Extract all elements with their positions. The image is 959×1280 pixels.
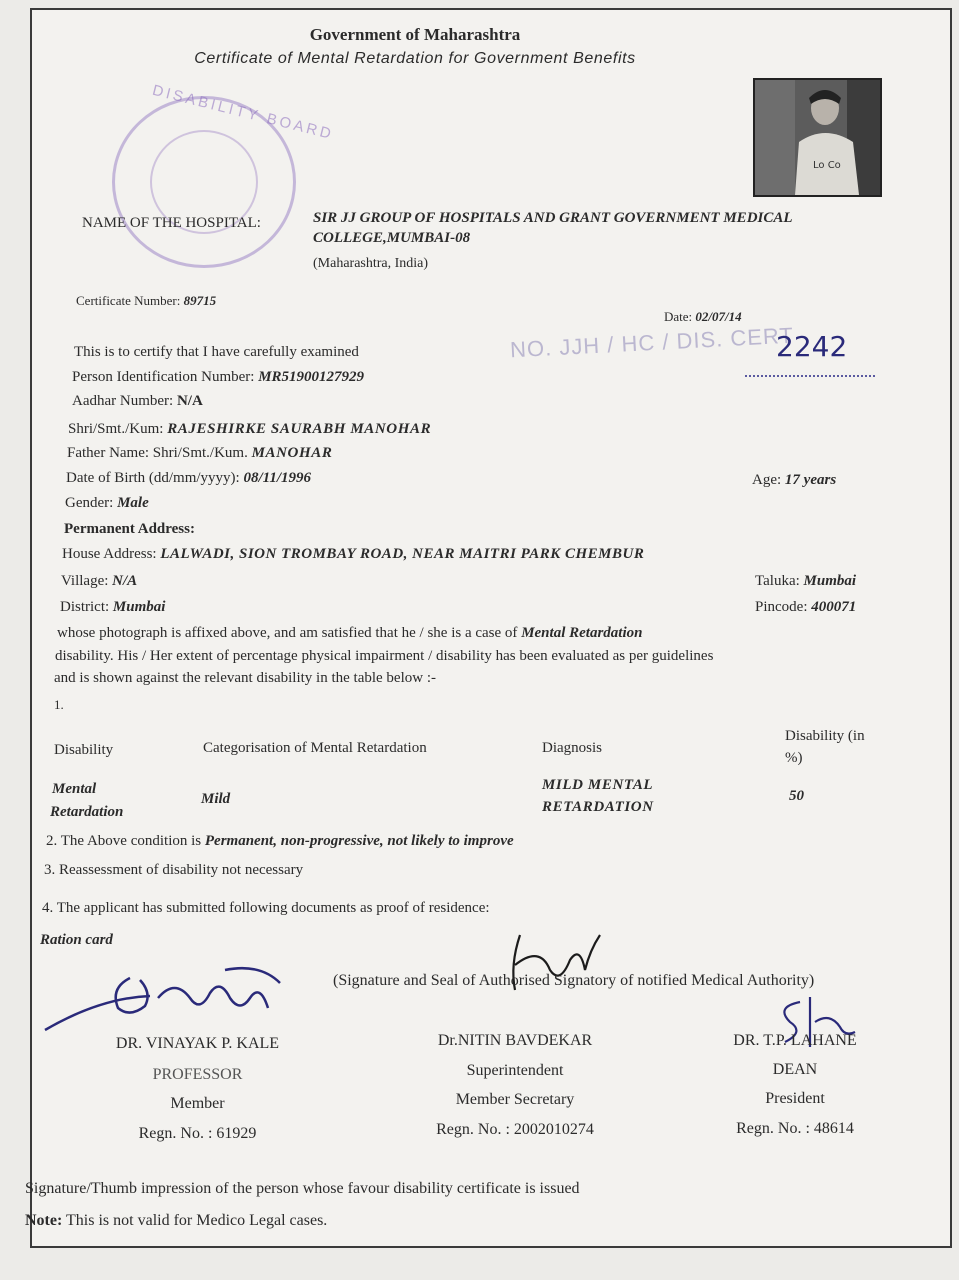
taluka-field [755, 573, 856, 590]
district-label: District: [60, 599, 110, 615]
seal-text: DISABILITY BOARD [150, 81, 336, 144]
condition-4: 4. The applicant has submitted following documents as proof of residence: [42, 900, 490, 916]
condition-2-text: 2. The Above condition is [46, 833, 202, 849]
signatory-2-role: Superintendent [466, 1062, 564, 1079]
condition-2-value: Permanent, non-progressive, not likely to improve [204, 833, 514, 849]
certificate-number-label: Certificate Number: [76, 293, 181, 308]
pid-value: MR51900127929 [258, 369, 365, 385]
signature-caption: (Signature and Seal of Authorised Signatory of notified Medical Authority) [333, 972, 815, 989]
signatory-3-regn: Regn. No. : 48614 [736, 1120, 854, 1137]
gender-field [65, 495, 149, 512]
table-header-category: Categorisation of Mental Retardation [203, 740, 427, 756]
name-label: Shri/Smt./Kum: [68, 421, 164, 437]
pincode-field [755, 599, 856, 616]
hospital-name-line2: COLLEGE,MUMBAI-08 [313, 230, 471, 246]
intro-text: This is to certify that I have carefully examined [74, 344, 359, 360]
body-line3: and is shown against the relevant disability in the table below :- [54, 670, 436, 686]
person-photo-icon [755, 80, 880, 195]
footer-note-label: Note: [25, 1212, 63, 1229]
residence-document: Ration card [40, 932, 113, 948]
table-header-diagnosis: Diagnosis [542, 740, 602, 756]
address-heading: Permanent Address: [64, 521, 195, 537]
applicant-photo [753, 78, 882, 197]
table-cell-disability-1: Mental [52, 781, 97, 797]
village-value: N/A [112, 573, 138, 589]
table-cell-category: Mild [201, 791, 231, 807]
svg-text:Lo Co: Lo Co [813, 160, 841, 171]
table-cell-diagnosis-2: RETARDATION [542, 799, 654, 815]
body-line1-text: whose photograph is affixed above, and am satisfied that he / she is a case of [57, 625, 518, 641]
table-cell-diagnosis-1: MILD MENTAL [542, 777, 654, 793]
item-1-number: 1. [54, 697, 64, 712]
condition-3: 3. Reassessment of disability not necessary [44, 862, 304, 878]
condition-2 [46, 833, 514, 850]
footer-note-text: This is not valid for Medico Legal cases. [66, 1212, 328, 1229]
dob-value: 08/11/1996 [243, 470, 311, 486]
header-title: Government of Maharashtra [309, 25, 521, 44]
father-field [67, 445, 332, 462]
house-address-field [62, 546, 644, 563]
signatory-3-name: DR. T.P. LAHANE [733, 1032, 857, 1049]
signatory-1-name: DR. VINAYAK P. KALE [115, 1035, 280, 1052]
footer-note [25, 1212, 327, 1230]
district-field [60, 599, 165, 616]
footer-thumb-impression: Signature/Thumb impression of the person whose favour disability certificate is issued [25, 1180, 580, 1197]
name-field [68, 421, 431, 438]
header-subtitle: Certificate of Mental Retardation for Government Benefits [194, 50, 636, 67]
certificate-number: 89715 [183, 293, 217, 308]
father-label: Father Name: Shri/Smt./Kum. [67, 445, 248, 461]
gender-label: Gender: [65, 495, 114, 511]
gender-value: Male [117, 495, 149, 511]
body-disability-type: Mental Retardation [521, 625, 643, 641]
signatory-1-position: Member [170, 1095, 225, 1112]
date-value: 02/07/14 [695, 309, 742, 324]
pincode-label: Pincode: [755, 599, 808, 615]
body-line1 [57, 625, 642, 642]
table-header-percent-1: Disability (in [785, 728, 865, 744]
signatory-1-regn: Regn. No. : 61929 [138, 1125, 257, 1142]
table-cell-percent: 50 [789, 788, 804, 804]
age-label: Age: [752, 472, 782, 488]
aadhar-value: N/A [176, 393, 203, 409]
taluka-value: Mumbai [803, 573, 857, 589]
pid-label: Person Identification Number: [72, 369, 255, 385]
dob-field [66, 470, 311, 487]
table-header-disability: Disability [54, 742, 114, 758]
father-value: MANOHAR [251, 445, 333, 461]
signatory-1-role: PROFESSOR [152, 1066, 243, 1083]
reference-stamp: NO. JJH / HC / DIS. CERT [509, 322, 795, 363]
reference-number-handwritten: 2242 [776, 330, 848, 363]
signatory-2-name: Dr.NITIN BAVDEKAR [437, 1032, 593, 1049]
name-value: RAJESHIRKE SAURABH MANOHAR [167, 421, 432, 437]
age-value: 17 years [784, 472, 837, 488]
house-address-value: LALWADI, SION TROMBAY ROAD, NEAR MAITRI PARK CHEMBUR [160, 546, 645, 562]
district-value: Mumbai [112, 599, 166, 615]
village-label: Village: [61, 573, 109, 589]
signatory-3-role: DEAN [772, 1061, 818, 1078]
reference-dotted-line [745, 375, 875, 377]
certificate-number-field [76, 293, 216, 309]
table-header-percent-2: %) [785, 750, 803, 766]
signature-kale-icon [40, 958, 290, 1038]
body-line2: disability. His / Her extent of percentage physical impairment / disability has been evaluated as per guidelines [55, 648, 714, 664]
dob-label: Date of Birth (dd/mm/yyyy): [66, 470, 240, 486]
house-address-label: House Address: [62, 546, 157, 562]
hospital-label: NAME OF THE HOSPITAL: [82, 215, 261, 231]
date-field [664, 309, 742, 325]
village-field [61, 573, 137, 590]
date-label: Date: [664, 309, 693, 324]
table-cell-disability-2: Retardation [50, 804, 124, 820]
age-field [752, 472, 836, 489]
aadhar-label: Aadhar Number: [72, 393, 174, 409]
pid-field [72, 369, 364, 386]
hospital-name-line1: SIR JJ GROUP OF HOSPITALS AND GRANT GOVERNMENT MEDICAL [313, 210, 793, 226]
aadhar-field [72, 393, 203, 410]
signatory-2-regn: Regn. No. : 2002010274 [436, 1121, 594, 1138]
pincode-value: 400071 [811, 599, 857, 615]
signatory-2-position: Member Secretary [455, 1091, 575, 1108]
hospital-location: (Maharashtra, India) [313, 256, 429, 271]
taluka-label: Taluka: [755, 573, 800, 589]
signatory-3-position: President [765, 1090, 825, 1107]
